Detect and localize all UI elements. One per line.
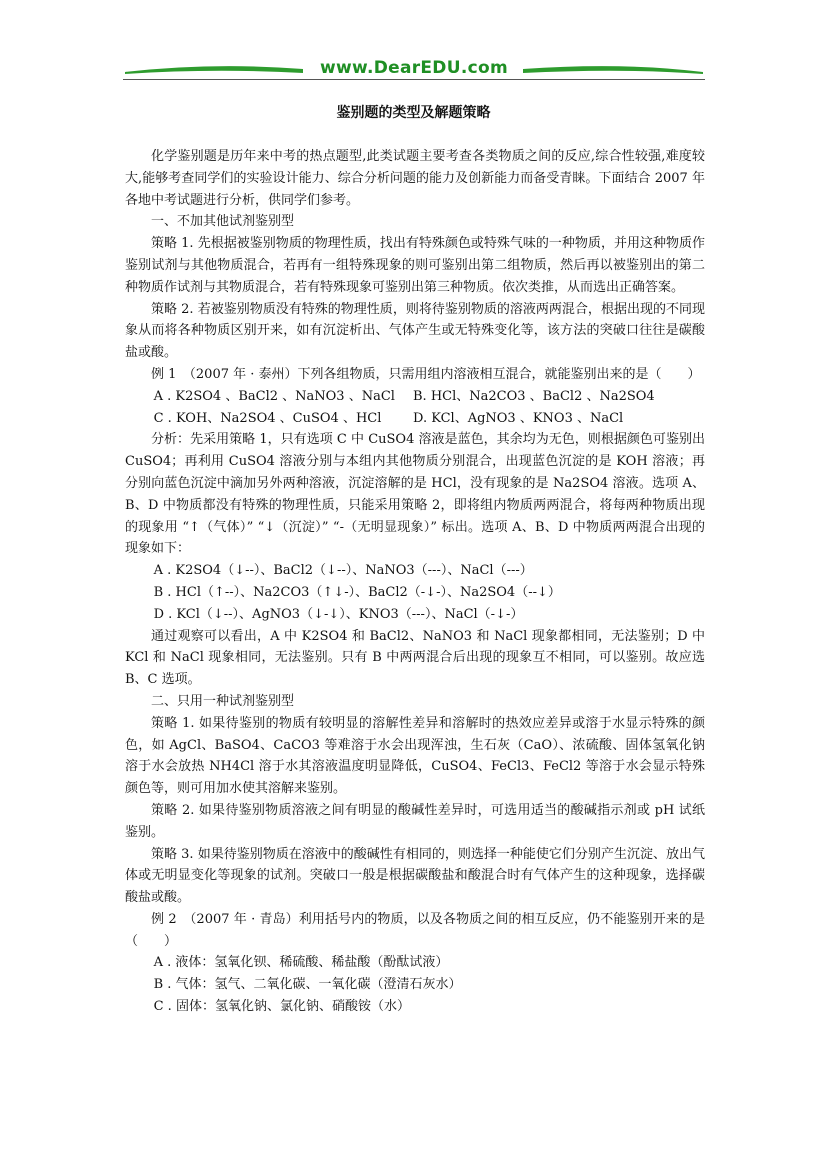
option-row <box>125 408 705 430</box>
option-a: A . K2SO4 、BaCl2 、NaNO3 、NaCl <box>153 388 395 404</box>
example-question: 例 1 （2007 年 · 泰州）下列各组物质，只需用组内溶液相互混合，就能鉴别出来的是（ ） <box>151 366 701 382</box>
document-body <box>125 146 719 1018</box>
header-divider <box>123 79 705 80</box>
option-d: D. KCl、AgNO3 、KNO3 、NaCl <box>413 410 624 426</box>
phenomenon-row-d: D . KCl（↓--）、AgNO3（↓-↓）、KNO3（---）、NaCl（-↓-） <box>153 606 524 622</box>
option-c: C . KOH、Na2SO4 、CuSO4 、HCl <box>153 410 382 426</box>
option-c: C . 固体：氢氧化钠、氯化钠、硝酸铵（水） <box>153 999 410 1015</box>
site-url-logo: www.DearEDU.com <box>320 58 508 78</box>
option-a: A . 液体：氢氧化钡、稀硫酸、稀盐酸（酚酞试液） <box>153 955 449 971</box>
section-heading-1: 一、不加其他试剂鉴别型 <box>151 214 295 230</box>
example-question: 例 2 （2007 年 · 青岛）利用括号内的物质，以及各物质之间的相互反应，仍不能鉴别开来的是 （ ） <box>125 911 719 949</box>
strategy-paragraph: 策略 1. 如果待鉴别的物质有较明显的溶解性差异和溶解时的热效应差异或溶于水显示特殊的颜色，如 AgCl、BaSO4、CaCO3 等难溶于水会出现浑浊，生石灰（CaO）、浓硫酸、固体氢氧化钠溶于水会放热 NH4Cl 溶于水其溶液温度明显降低，CuSO4、FeCl3、FeCl2 等溶于水会显示特殊颜色等，则可用加水使其溶解来鉴别。 <box>125 715 705 797</box>
strategy-paragraph: 策略 2. 若被鉴别物质没有特殊的物理性质，则将待鉴别物质的溶液两两混合，根据出现的不同现象从而将各种物质区别开来，如有沉淀析出、气体产生或无特殊变化等，该方法的突破口往往是碳酸盐或酸。 <box>125 301 705 361</box>
document-title: 鉴别题的类型及解题策略 <box>336 105 491 121</box>
analysis-paragraph: 分析：先采用策略 1，只有选项 C 中 CuSO4 溶液是蓝色，其余均为无色，则根据颜色可鉴别出 CuSO4；再利用 CuSO4 溶液分别与本组内其他物质分别混合，出现蓝色沉淀的是 KOH 溶液；再分别向蓝色沉淀中滴加另外两种溶液，沉淀溶解的是 HCl，没有现象的是 Na2SO4 溶液。选项 A、B、D 中物质都没有特殊的物理性质，只能采用策略 2，即将组内物质两两混合，将每两种物质出现的现象用 “↑（气体）” “↓（沉淀）” “-（无明显现象）” 标出。选项 A、B、D 中物质两两混合出现的现象如下： <box>125 432 705 557</box>
phenomenon-row-b: B . HCl（↑--）、Na2CO3（↑↓-）、BaCl2（-↓-）、Na2SO4（--↓） <box>153 584 561 600</box>
option-row <box>125 386 705 408</box>
intro-paragraph: 化学鉴别题是历年来中考的热点题型,此类试题主要考查各类物质之间的反应,综合性较强,难度较大,能够考查同学们的实验设计能力、综合分析问题的能力及创新能力而备受青睐。下面结合 2007 年各地中考试题进行分析，供同学们参考。 <box>125 149 705 208</box>
strategy-paragraph: 策略 3. 如果待鉴别物质在溶液中的酸碱性有相同的，则选择一种能使它们分别产生沉淀、放出气体或无明显变化等现象的试剂。突破口一般是根据碳酸盐和酸混合时有气体产生的这种现象，选择碳酸盐或酸。 <box>125 846 705 906</box>
option-b: B . 气体：氢气、二氧化碳、一氧化碳（澄清石灰水） <box>153 977 462 993</box>
phenomenon-row-a: A . K2SO4（↓--）、BaCl2（↓--）、NaNO3（---）、NaCl（---） <box>153 563 533 579</box>
strategy-paragraph: 策略 1. 先根据被鉴别物质的物理性质，找出有特殊颜色或特殊气味的一种物质，并用这种物质作鉴别试剂与其他物质混合，若再有一组特殊现象的则可鉴别出第二组物质，然后再以被鉴别出的第二种物质作试剂与其物质混合，若有特殊现象可鉴别出第三种物质。依次类推，从而选出正确答案。 <box>125 236 705 295</box>
section-heading-2: 二、只用一种试剂鉴别型 <box>151 693 295 709</box>
conclusion-paragraph: 通过观察可以看出，A 中 K2SO4 和 BaCl2、NaNO3 和 NaCl 现象都相同，无法鉴别；D 中 KCl 和 NaCl 现象相同，无法鉴别。只有 B 中两两混合后出现的现象互不相同，可以鉴别。故应选 B、C 选项。 <box>125 628 705 688</box>
option-b: B. HCl、Na2CO3 、BaCl2 、Na2SO4 <box>413 388 655 404</box>
strategy-paragraph: 策略 2. 如果待鉴别物质溶液之间有明显的酸碱性差异时，可选用适当的酸碱指示剂或 pH 试纸鉴别。 <box>125 802 705 840</box>
